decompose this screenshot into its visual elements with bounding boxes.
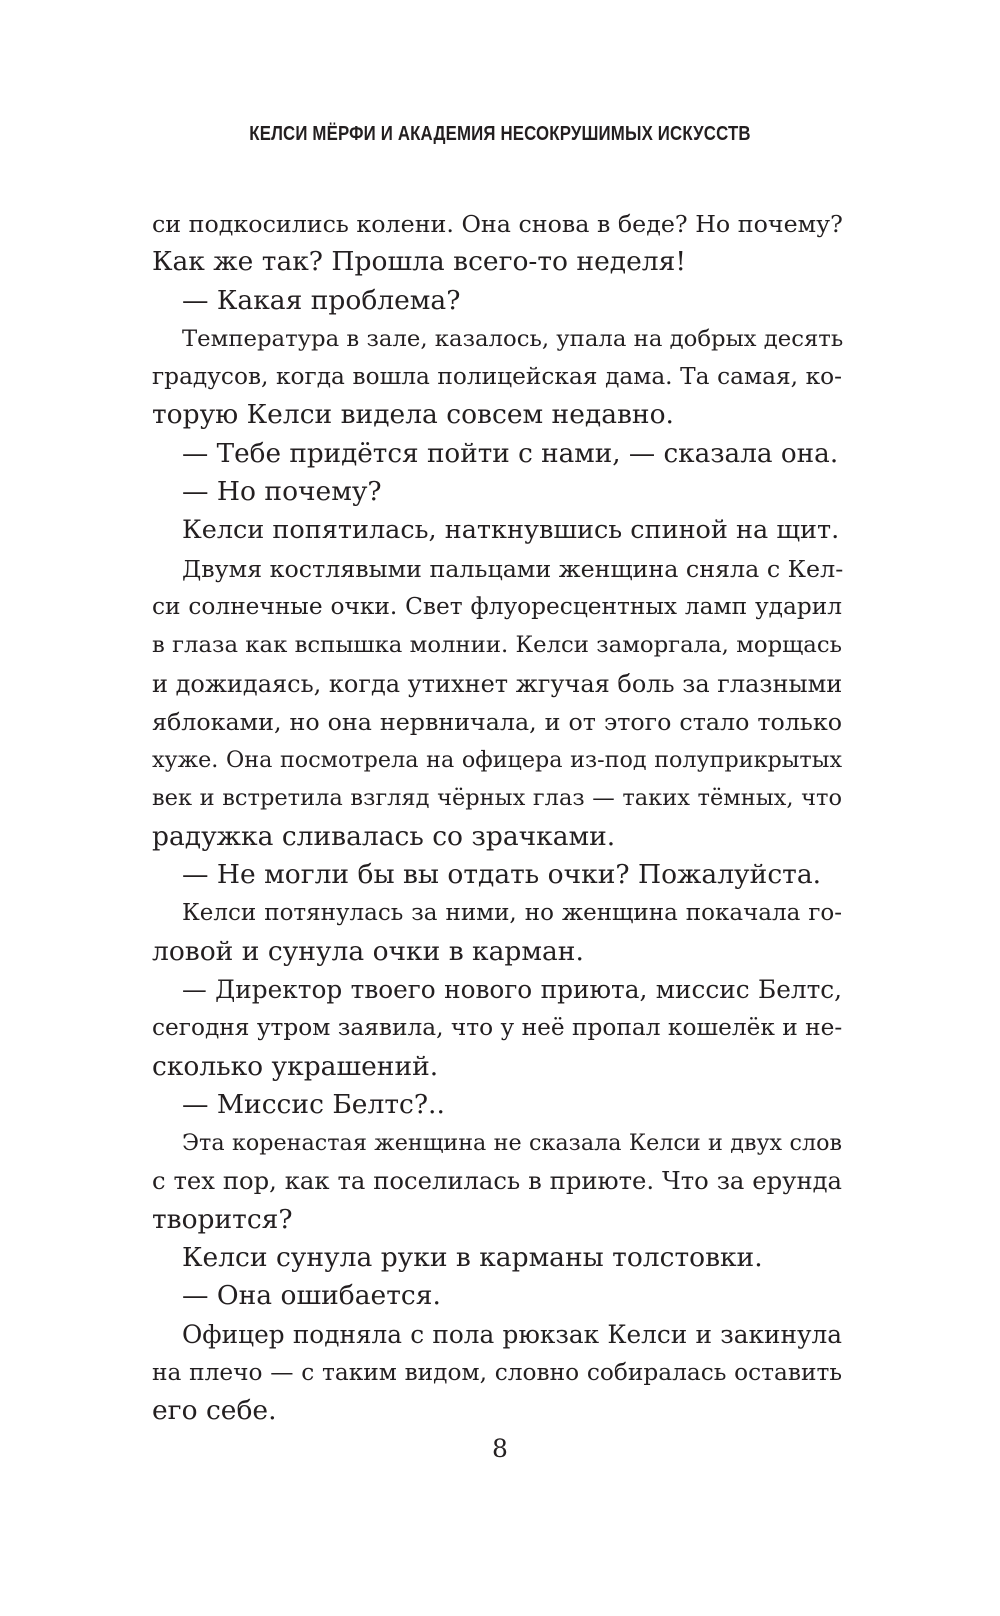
text-line: — Тебе придётся пойти с нами, — сказала она. [182, 438, 839, 469]
text-line: и дожидаясь, когда утихнет жгучая боль за глазными [152, 669, 843, 698]
text-line: сколько украшений. [152, 1050, 439, 1082]
text-line: век и встретила взгляд чёрных глаз — таких тёмных, что [152, 785, 842, 812]
text-line: Температура в зале, казалось, упала на добрых десять [182, 325, 844, 352]
text-line: на плечо — с таким видом, словно собиралась оставить [152, 1358, 842, 1386]
text-line: — Директор твоего нового приюта, миссис Белтс, [182, 974, 842, 1004]
text-line: его себе. [152, 1395, 277, 1427]
text-line: яблоками, но она нервничала, и от этого стало только [152, 707, 842, 736]
text-line: си солнечные очки. Свет флуоресцентных ламп ударил [152, 592, 842, 620]
text-line: с тех пор, как та поселилась в приюте. Что за ерунда [152, 1166, 842, 1196]
text-line: Двумя костлявыми пальцами женщина сняла с Кел- [182, 554, 844, 583]
body-text [152, 205, 842, 1431]
text-line: — Не могли бы вы отдать очки? Пожалуйста. [182, 859, 822, 891]
text-line: сегодня утром заявила, что у неё пропал кошелёк и не- [152, 1014, 843, 1042]
text-line: хуже. Она посмотрела на офицера из-под полуприкрытых [152, 747, 842, 774]
text-line: — Миссис Белтс?.. [182, 1088, 445, 1120]
text-line: радужка сливалась со зрачками. [152, 820, 616, 852]
text-line: Келси сунула руки в карманы толстовки. [182, 1242, 763, 1274]
running-head: КЕЛСИ МЁРФИ И АКАДЕМИЯ НЕСОКРУШИМЫХ ИСКУССТВ [249, 122, 751, 145]
text-line: градусов, когда вошла полицейская дама. Та самая, ко- [152, 363, 842, 391]
text-line: в глаза как вспышка молнии. Келси заморгала, морщась [152, 632, 842, 659]
text-line: Офицер подняла с пола рюкзак Келси и закинула [182, 1319, 842, 1349]
text-line: творится? [152, 1203, 293, 1235]
text-line: — Она ошибается. [182, 1280, 441, 1312]
text-line: Келси попятилась, наткнувшись спиной на щит. [182, 515, 840, 546]
text-line: — Но почему? [182, 476, 382, 508]
text-line: ловой и сунула очки в карман. [152, 935, 584, 967]
text-line: Келси потянулась за ними, но женщина покачала го- [182, 900, 842, 927]
page-number: 8 [492, 1434, 508, 1463]
text-line: си подкосились колени. Она снова в беде? Но почему? [152, 210, 843, 238]
text-line: Эта коренастая женщина не сказала Келси и двух слов [182, 1130, 842, 1157]
text-line: торую Келси видела совсем недавно. [152, 399, 674, 431]
text-line: Как же так? Прошла всего-то неделя! [152, 246, 686, 278]
text-line: — Какая проблема? [182, 284, 461, 316]
